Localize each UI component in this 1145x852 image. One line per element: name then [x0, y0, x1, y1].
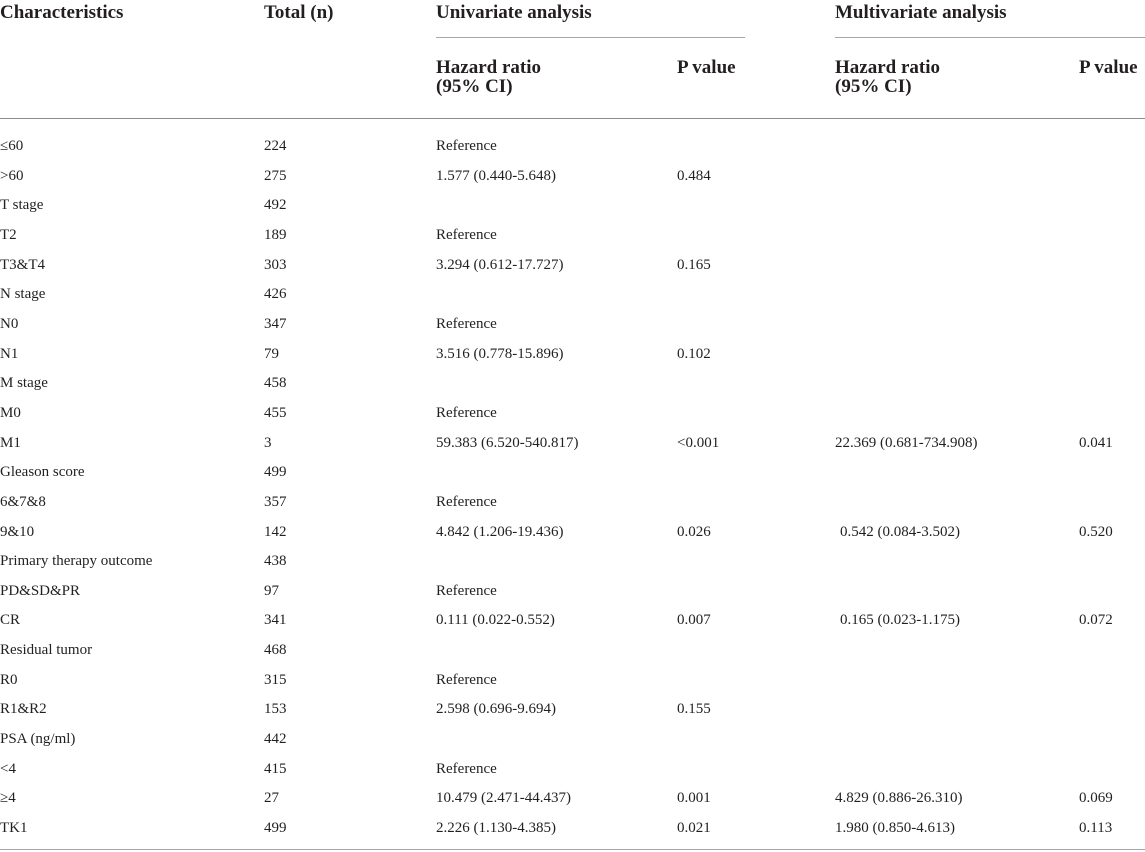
- row-total: 142: [264, 523, 287, 540]
- row-multivariate-p-value: 0.069: [1079, 790, 1113, 807]
- row-univariate-p-value: 0.102: [677, 345, 711, 362]
- row-total: 153: [264, 701, 287, 718]
- row-multivariate-p-value: 0.520: [1079, 523, 1113, 540]
- row-univariate-hazard-ratio: 59.383 (6.520-540.817): [436, 434, 579, 451]
- row-univariate-p-value: <0.001: [677, 434, 720, 451]
- row-univariate-hazard-ratio: 3.516 (0.778-15.896): [436, 345, 564, 362]
- multivariate-span-rule: [835, 37, 1145, 38]
- row-label: R0: [0, 671, 18, 688]
- table-row: [0, 314, 1145, 334]
- row-total: 97: [264, 582, 279, 599]
- row-univariate-hazard-ratio: 1.577 (0.440-5.648): [436, 167, 556, 184]
- row-univariate-hazard-ratio: 4.842 (1.206-19.436): [436, 523, 564, 540]
- row-univariate-hazard-ratio: Reference: [436, 760, 497, 777]
- row-univariate-p-value: 0.484: [677, 167, 711, 184]
- table-row: [0, 373, 1145, 393]
- row-label: R1&R2: [0, 701, 47, 718]
- row-label: M stage: [0, 375, 48, 392]
- row-multivariate-p-value: 0.113: [1079, 819, 1113, 836]
- row-label: Gleason score: [0, 464, 85, 481]
- header-univariate-p-value: P value: [677, 57, 736, 78]
- table-row: [0, 225, 1145, 245]
- row-univariate-hazard-ratio: 10.479 (2.471-44.437): [436, 790, 571, 807]
- header-characteristics: Characteristics: [0, 2, 124, 23]
- table-row: [0, 462, 1145, 482]
- row-total: 189: [264, 226, 287, 243]
- row-univariate-hazard-ratio: Reference: [436, 671, 497, 688]
- header-total: Total (n): [264, 2, 334, 23]
- row-univariate-hazard-ratio: Reference: [436, 226, 497, 243]
- row-univariate-hazard-ratio: 3.294 (0.612-17.727): [436, 256, 564, 273]
- table-row: [0, 640, 1145, 660]
- header-univariate-hazard-ratio: Hazard ratio (95% CI): [436, 57, 542, 97]
- row-total: 224: [264, 138, 287, 154]
- table-row: [0, 729, 1145, 749]
- row-univariate-p-value: 0.021: [677, 819, 711, 836]
- row-label: CR: [0, 612, 21, 629]
- row-label: T stage: [0, 197, 44, 214]
- header-bottom-rule: [0, 118, 1145, 119]
- table-row: [0, 522, 1145, 542]
- row-total: 415: [264, 760, 287, 777]
- row-total: 499: [264, 819, 287, 836]
- row-label: TK1: [0, 819, 28, 836]
- row-total: 357: [264, 493, 287, 510]
- row-univariate-p-value: 0.155: [677, 701, 711, 718]
- row-multivariate-p-value: 0.041: [1079, 434, 1113, 451]
- row-univariate-p-value: 0.001: [677, 790, 711, 807]
- row-label: T2: [0, 226, 17, 243]
- row-total: 341: [264, 612, 287, 629]
- row-total: 492: [264, 197, 287, 214]
- univariate-span-rule: [436, 37, 745, 38]
- row-total: 458: [264, 375, 287, 392]
- row-univariate-hazard-ratio: Reference: [436, 493, 497, 510]
- row-total: 347: [264, 315, 287, 332]
- table-row: [0, 818, 1145, 838]
- row-label: N stage: [0, 286, 46, 303]
- row-label: 6&7&8: [0, 493, 46, 510]
- header-multivariate: Multivariate analysis: [835, 2, 1007, 23]
- row-label: PSA (ng/ml): [0, 731, 76, 747]
- row-label: ≤60: [0, 138, 24, 154]
- row-total: 499: [264, 464, 287, 481]
- table-row: [0, 433, 1145, 453]
- header-univariate: Univariate analysis: [436, 2, 592, 23]
- row-multivariate-hazard-ratio: 1.980 (0.850-4.613): [835, 819, 955, 836]
- table-row: [0, 551, 1145, 571]
- table-bottom-rule: [0, 849, 1145, 850]
- row-total: 315: [264, 671, 287, 688]
- row-total: 426: [264, 286, 287, 303]
- row-total: 438: [264, 553, 287, 570]
- table-row: [0, 255, 1145, 275]
- row-multivariate-hazard-ratio: 22.369 (0.681-734.908): [835, 434, 978, 451]
- row-total: 455: [264, 404, 287, 421]
- row-label: PD&SD&PR: [0, 582, 81, 599]
- table-row: [0, 759, 1145, 779]
- row-total: 27: [264, 790, 279, 807]
- row-univariate-p-value: 0.026: [677, 523, 711, 540]
- table-row: [0, 670, 1145, 690]
- row-label: >60: [0, 167, 24, 184]
- table-row: [0, 195, 1145, 215]
- row-label: 9&10: [0, 523, 35, 540]
- row-label: N0: [0, 315, 19, 332]
- table-row: [0, 344, 1145, 364]
- row-total: 275: [264, 167, 287, 184]
- row-univariate-hazard-ratio: Reference: [436, 315, 497, 332]
- row-total: 3: [264, 434, 272, 451]
- table-row: [0, 284, 1145, 304]
- table-row: [0, 610, 1145, 630]
- row-label: <4: [0, 760, 16, 777]
- table-row: [0, 166, 1145, 186]
- row-label: M0: [0, 404, 21, 421]
- table-row: [0, 788, 1145, 808]
- row-multivariate-hazard-ratio: 0.165 (0.023-1.175): [840, 612, 960, 629]
- row-label: Primary therapy outcome: [0, 553, 153, 570]
- header-multivariate-hazard-ratio: Hazard ratio (95% CI): [835, 57, 941, 97]
- row-label: M1: [0, 434, 21, 451]
- row-univariate-hazard-ratio: 2.226 (1.130-4.385): [436, 819, 556, 836]
- row-univariate-p-value: 0.007: [677, 612, 711, 629]
- table-row: [0, 136, 1145, 156]
- row-univariate-hazard-ratio: Reference: [436, 404, 497, 421]
- row-label: N1: [0, 345, 19, 362]
- row-label: T3&T4: [0, 256, 45, 273]
- row-label: Residual tumor: [0, 642, 93, 658]
- row-total: 303: [264, 256, 287, 273]
- row-univariate-hazard-ratio: 0.111 (0.022-0.552): [436, 612, 555, 629]
- table-row: [0, 581, 1145, 601]
- header-multivariate-p-value: P value: [1079, 57, 1138, 78]
- table-row: [0, 403, 1145, 423]
- row-univariate-p-value: 0.165: [677, 256, 711, 273]
- table-row: [0, 699, 1145, 719]
- table-row: [0, 492, 1145, 512]
- row-total: 79: [264, 345, 279, 362]
- row-multivariate-hazard-ratio: 4.829 (0.886-26.310): [835, 790, 963, 807]
- row-total: 468: [264, 642, 287, 658]
- row-multivariate-p-value: 0.072: [1079, 612, 1113, 629]
- row-total: 442: [264, 731, 287, 747]
- row-univariate-hazard-ratio: Reference: [436, 138, 497, 154]
- row-multivariate-hazard-ratio: 0.542 (0.084-3.502): [840, 523, 960, 540]
- row-label: ≥4: [0, 790, 16, 807]
- row-univariate-hazard-ratio: Reference: [436, 582, 497, 599]
- row-univariate-hazard-ratio: 2.598 (0.696-9.694): [436, 701, 556, 718]
